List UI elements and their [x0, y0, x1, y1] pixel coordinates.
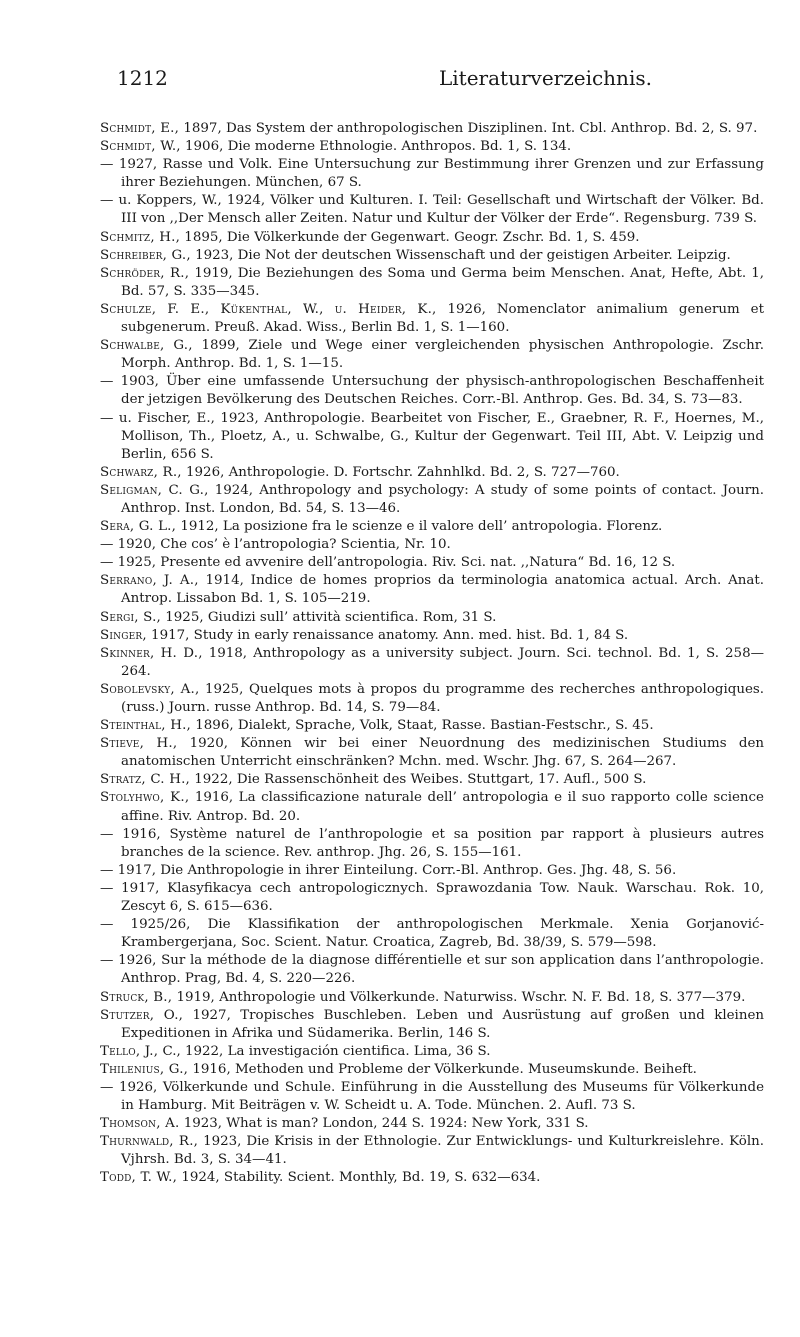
bibliography-entry	[100, 247, 764, 265]
bibliography-entry	[100, 1133, 764, 1169]
entry-text: 1896, Dialekt, Sprache, Volk, Staat, Rasse. Bastian-Festschr., S. 45.	[191, 718, 654, 734]
entry-text: 1897, Das System der anthropologischen Disziplinen. Int. Cbl. Anthrop. Bd. 2, S. 97.	[179, 121, 758, 136]
entry-text: 1923, What is man? London, 244 S. 1924: New York, 331 S.	[179, 1116, 589, 1132]
entry-text: 1923, Die Krisis in der Ethnologie. Zur Entwicklungs- und Kulturkreislehre. Köln. Vjhrsh. Bd. 3, S. 34—41.	[121, 1134, 764, 1168]
entry-text: — 1917, Die Anthropologie in ihrer Einteilung. Corr.-Bl. Anthrop. Ges. Jhg. 48, S. 56.	[100, 862, 677, 878]
bibliography-entry	[100, 880, 764, 916]
bibliography-entry	[100, 645, 764, 681]
bibliography-entry	[100, 120, 764, 138]
bibliography-entry	[100, 156, 764, 192]
bibliography-entry	[100, 1079, 764, 1115]
bibliography-entry	[100, 609, 764, 627]
entry-author: Sergi, S.,	[100, 609, 161, 625]
entry-text: 1916, La classificazione naturale dell’ antropologia e il suo rapporto colle science affine. Riv. Antrop. Bd. 20.	[121, 790, 764, 824]
bibliography-entry	[100, 482, 764, 518]
entry-text: — u. Fischer, E., 1923, Anthropologie. Bearbeitet von Fischer, E., Graebner, R. F., Hoernes, M., Mollison, Th., Ploetz, A., u. Schwalbe, G., Kultur der Gegenwart. Teil III, Abt. V. Leipzig und Berlin, 656 S.	[100, 410, 764, 462]
bibliography-entry	[100, 862, 764, 880]
bibliography-entry	[100, 1007, 764, 1043]
entry-author: Stolyhwo, K.,	[100, 790, 190, 806]
entry-text: 1899, Ziele und Wege einer vergleichenden physischen Anthropologie. Zschr. Morph. Anthrop. Bd. 1, S. 1—15.	[121, 338, 764, 372]
bibliography-entry	[100, 518, 764, 536]
entry-text: 1926, Anthropologie. D. Fortschr. Zahnhlkd. Bd. 2, S. 727—760.	[181, 464, 620, 480]
entry-author: Skinner, H. D.,	[100, 645, 203, 661]
entry-text: 1923, Die Not der deutschen Wissenschaft und der geistigen Arbeiter. Leipzig.	[190, 247, 731, 263]
entry-text: 1927, Tropisches Buschleben. Leben und Ausrüstung auf großen und kleinen Expeditionen in Afrika und Südamerika. Berlin, 146 S.	[121, 1007, 764, 1041]
entry-author: Schmidt, E.,	[100, 121, 180, 136]
entry-text: — u. Koppers, W., 1924, Völker und Kulturen. I. Teil: Gesellschaft und Wirtschaft der Völker. Bd. III von ,,Der Mensch aller Zeiten. Natur und Kultur der Völker der Erde“. Regensburg. 739 S.	[100, 193, 764, 227]
entry-text: 1925, Quelques mots à propos du programme des recherches anthropologiques. (russ.) Journ. russe Anthrop. Bd. 14, S. 79—84.	[121, 681, 764, 715]
bibliography-entry	[100, 989, 764, 1007]
entry-author: Schmitz, H.,	[100, 229, 181, 245]
entry-text: 1926, Nomenclator animalium generum et subgenerum. Preuß. Akad. Wiss., Berlin Bd. 1, S. 1—160.	[121, 301, 764, 336]
bibliography-list	[100, 120, 764, 1188]
bibliography-entry	[100, 826, 764, 862]
entry-author: Serrano, J. A.,	[100, 573, 199, 589]
entry-text: — 1927, Rasse und Volk. Eine Untersuchung zur Bestimmung ihrer Grenzen und zur Erfassung ihrer Beziehungen. München, 67 S.	[100, 157, 764, 191]
entry-author: Schwalbe, G.,	[100, 338, 193, 354]
entry-text: 1906, Die moderne Ethnologie. Anthropos. Bd. 1, S. 134.	[180, 139, 572, 155]
entry-author: Thilenius, G.,	[100, 1061, 189, 1077]
bibliography-entry	[100, 789, 764, 825]
bibliography-entry	[100, 1061, 764, 1079]
running-title: Literaturverzeichnis.	[439, 66, 652, 90]
page-header	[117, 66, 740, 96]
bibliography-entry	[100, 464, 764, 482]
entry-author: Sobolevsky, A.,	[100, 681, 200, 697]
entry-author: Singer,	[100, 627, 147, 643]
entry-author: Schröder, R.,	[100, 265, 190, 281]
entry-author: Stratz, C. H.,	[100, 772, 191, 788]
entry-text: 1914, Indice de homes proprios da terminologia anatomica actual. Arch. Anat. Antrop. Lissabon Bd. 1, S. 105—219.	[121, 573, 765, 607]
entry-text: — 1926, Sur la méthode de la diagnose différentielle et sur son application dans l’anthropologie. Anthrop. Prag, Bd. 4, S. 220—226.	[100, 953, 764, 987]
entry-text: — 1917, Klasyfikacya cech antropologicznych. Sprawozdania Tow. Nauk. Warschau. Rok. 10, Zescyt 6, S. 615—636.	[100, 880, 764, 915]
entry-author: Todd, T. W.,	[100, 1170, 178, 1186]
entry-text: 1920, Können wir bei einer Neuordnung des medizinischen Studiums den anatomischen Unterricht einschränken? Mchn. med. Wschr. Jhg. 67, S. 264—267.	[121, 736, 764, 770]
entry-text: — 1903, Über eine umfassende Untersuchung der physisch-anthropologischen Beschaffenheit der jetzigen Bevölkerung des Deutschen Reiches. Corr.-Bl. Anthrop. Ges. Bd. 34, S. 73—83.	[100, 374, 764, 408]
bibliography-entry	[100, 192, 764, 228]
bibliography-entry	[100, 572, 764, 608]
bibliography-entry	[100, 410, 764, 464]
bibliography-entry	[100, 265, 764, 301]
entry-author: Thurnwald, R.,	[100, 1134, 199, 1150]
entry-text: 1895, Die Völkerkunde der Gegenwart. Geogr. Zschr. Bd. 1, S. 459.	[180, 229, 640, 245]
bibliography-entry	[100, 301, 764, 337]
entry-text: 1912, La posizione fra le scienze e il valore dell’ antropologia. Florenz.	[176, 519, 663, 535]
bibliography-entry	[100, 771, 764, 789]
entry-author: Sera, G. L.,	[100, 519, 177, 535]
bibliography-entry	[100, 916, 764, 952]
entry-author: Struck, B.,	[100, 989, 173, 1005]
entry-author: Stutzer, O.,	[100, 1007, 184, 1023]
entry-text: 1916, Methoden und Probleme der Völkerkunde. Museumskunde. Beiheft.	[188, 1061, 697, 1077]
entry-text: 1919, Anthropologie und Völkerkunde. Naturwiss. Wschr. N. F. Bd. 18, S. 377—379.	[172, 989, 746, 1005]
page-number: 1212	[117, 66, 168, 90]
bibliography-entry	[100, 1043, 764, 1061]
entry-author: Schmidt, W.,	[100, 139, 181, 155]
entry-text: C., 1922, La investigación cientifica. Lima, 36 S.	[158, 1043, 491, 1059]
bibliography-entry	[100, 373, 764, 409]
entry-text: 1924, Anthropology and psychology: A study of some points of contact. Journ. Anthrop. Inst. London, Bd. 54, S. 13—46.	[121, 482, 764, 516]
entry-author: Stieve, H.,	[100, 736, 178, 752]
entry-text: 1922, Die Rassenschönheit des Weibes. Stuttgart, 17. Aufl., 500 S.	[190, 772, 647, 788]
bibliography-entry	[100, 554, 764, 572]
entry-author: Steinthal, H.,	[100, 718, 192, 734]
entry-author: Schulze, F. E., Kükenthal, W., u. Heider, K.,	[100, 301, 437, 317]
entry-text: — 1925/26, Die Klassifikation der anthropologischen Merkmale. Xenia Gorjanović-Krambergerjana, Soc. Scient. Natur. Croatica, Zagreb, Bd. 38/39, S. 579—598.	[100, 917, 764, 951]
entry-text: 1917, Study in early renaissance anatomy. Ann. med. hist. Bd. 1, 84 S.	[146, 627, 629, 643]
entry-author: Tello, J.,	[100, 1043, 159, 1059]
entry-text: — 1916, Système naturel de l’anthropologie et sa position par rapport à plusieurs autres branches de la science. Rev. anthrop. Jhg. 26, S. 155—161.	[100, 826, 764, 860]
entry-author: Schreiber, G.,	[100, 247, 191, 263]
entry-text: — 1925, Presente ed avvenire dell’antropologia. Riv. Sci. nat. ,,Natura“ Bd. 16, 12 S.	[100, 555, 676, 571]
bibliography-entry	[100, 337, 764, 373]
entry-text: 1924, Stability. Scient. Monthly, Bd. 19, S. 632—634.	[177, 1170, 541, 1186]
entry-text: 1925, Giudizi sull’ attività scientifica. Rom, 31 S.	[161, 609, 497, 625]
bibliography-entry	[100, 229, 764, 247]
entry-text: — 1926, Völkerkunde und Schule. Einführung in die Ausstellung des Museums für Völkerkunde in Hamburg. Mit Beiträgen v. W. Scheidt u. A. Tode. München. 2. Aufl. 73 S.	[100, 1079, 764, 1114]
bibliography-entry	[100, 735, 764, 771]
bibliography-entry	[100, 138, 764, 156]
entry-author: Thomson, A.	[100, 1116, 180, 1132]
bibliography-entry	[100, 536, 764, 554]
entry-text: 1919, Die Beziehungen des Soma und Germa beim Menschen. Anat, Hefte, Abt. 1, Bd. 57, S. 335—345.	[121, 265, 765, 299]
bibliography-entry	[100, 717, 764, 735]
bibliography-entry	[100, 1169, 764, 1187]
bibliography-entry	[100, 1115, 764, 1133]
entry-author: Schwarz, R.,	[100, 464, 182, 480]
entry-text: 1918, Anthropology as a university subject. Journ. Sci. technol. Bd. 1, S. 258—264.	[121, 645, 764, 679]
bibliography-entry	[100, 681, 764, 717]
entry-text: — 1920, Che cos’ è l’antropologia? Scientia, Nr. 10.	[100, 537, 451, 553]
entry-author: Seligman, C. G.,	[100, 482, 209, 498]
bibliography-entry	[100, 952, 764, 988]
bibliography-entry	[100, 627, 764, 645]
